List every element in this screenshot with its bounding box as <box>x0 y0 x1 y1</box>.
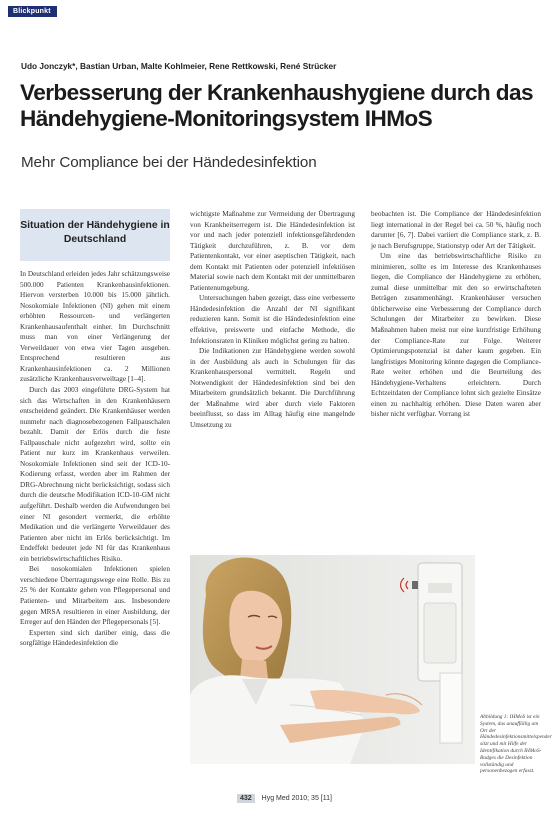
page-footer <box>237 795 332 802</box>
article-photo <box>190 555 475 764</box>
article-subtitle: Mehr Compliance bei der Händedesinfektion <box>21 154 317 171</box>
article-title: Verbesserung der Krankenhaushygiene durch das Händehygiene-Monitoringsystem IHMoS <box>20 80 533 131</box>
text-column-1 <box>20 269 170 649</box>
journal-reference: Hyg Med 2010; 35 [11] <box>261 795 332 802</box>
paragraph: Bei nosokomialen Infektionen spielen verschiedene Übertragungswege eine Rolle. Bis zu 25 % der Kontakte gehen von Pflegepersonal und Patienten- und Mitarbeitern aus. Insbesondere gegen MRSA resultieren in einer Ausbildung, der Erreger auf den Händen der Pflegepersonals [5]. <box>20 565 170 627</box>
page-number: 432 <box>237 794 255 803</box>
author-list: Udo Jonczyk*, Bastian Urban, Malte Kohlmeier, Rene Rettkowski, René Strücker <box>21 61 337 71</box>
text-column-2 <box>190 209 355 430</box>
paragraph: beobachten ist. Die Compliance der Händedesinfektion liegt international in der Regel bei ca. 50 %, häufig noch darunter [6, 7]. Dabei variiert die Compliance stark, z. B. je nach Berufsgruppe, Stationstyp oder Art der Tätigkeit. <box>371 210 541 250</box>
paragraph: In Deutschland erleiden jedes Jahr schätzungsweise 500.000 Patienten Krankenhausinfektionen. Hiervon versterben 10.000 bis 15.000 jährlich. Nosokomiale Infektionen (NI) gehen mit einem erhöhten Ressourcen- und verlängerten Krankenhausaufenthalt einher. Im Durchschnitt muss man von einer Verlängerung der Verweildauer von etwa vier Tagen ausgehen. Entsprechend resultieren aus Krankenhausinfektionen ca. 2 Millionen zusätzliche Krankenhausverweiltage [1–4]. <box>20 270 170 384</box>
section-label: Blickpunkt <box>8 6 57 17</box>
paragraph: Untersuchungen haben gezeigt, dass eine verbesserte Händedesinfektion die Anzahl der NI signifikant reduzieren kann. Somit ist die Händedesinfektion eine effektive, preiswerte und einfache Methode, die Infektionsraten in Kliniken möglichst gering zu halten. <box>190 294 355 345</box>
paragraph: Die Indikationen zur Händehygiene werden sowohl in der Ausbildung als auch in Schulungen für das Krankenhauspersonal vermittelt. Regeln und Notwendigkeit der Händedesinfektion sind bei den Mitarbeitern grundsätzlich bekannt. Die Durchführung der Maßnahme wird aber durch viele Faktoren beeinflusst, so dass im Alltag häufig eine mangelnde Umsetzung zu <box>190 347 355 429</box>
sidebar-heading-box <box>20 209 170 261</box>
paragraph: Um eine das betriebswirtschaftliche Risiko zu minimieren, sollte es im Interesse des Krankenhauses liegen, die Compliance der Händehygiene zu erhöhen, zumal diese unmittelbar mit den so erwirtschafteten Beträgen zusammenhängt. Krankenhäuser versuchen üblicherweise eine Verbesserung der Compliance durch Schulungen der Mitarbeiter zu bewirken. Diese Maßnahmen haben meist nur eine kurzfristige Erhöhung der Compliance-Rate zur Folge. Weiterer Optimierungspotenzial ist daher kaum gegeben. Ein langfristiges Monitoring könnte dagegen die Compliance-Rate weiter erhöhen und die Beurteilung des Händehygiene-Verhaltens erleichtern. Durch Echtzeitdaten der Compliance lohnt sich gezielte Einsätze einen zu nachhaltig erhöhen. Diese Daten waren aber bisher nicht verfügbar. Vorrang ist <box>371 252 541 419</box>
paragraph: Experten sind sich darüber einig, dass die sorgfältige Händedesinfektion die <box>20 628 170 648</box>
text-column-3 <box>371 209 541 420</box>
paragraph: Durch das 2003 eingeführte DRG-System hat sich das Wirtschaften in den Krankenhäusern entscheidend geändert. Die Krankenhäuser werden nunmehr nach diagnosebezogenen Fallpauschalen bezahlt. Damit der Erlös durch die feste Fallpauschale nicht aufgezehrt wird, sollte ein Patient nur kurz im Krankenhaus verweilen. Nosokomiale Infektionen sind seit der ICD-10-Kodierung erfasst, werden aber im Rahmen der DRG-Abrechnung nicht berücksichtigt, sodass sich durch die deutsche Modifikation ICD-10-GM nicht aufgeführt. Deshalb werden die Aufwendungen bei einer NI gesondert vermerkt, die erhöhte Medikation und die verlängerte Verweildauer des Patienten aber nicht im Erlös berücksichtigt. Im Endeffekt bedeutet jede NI für das Krankenhaus ein betriebswirtschaftliches Risiko. <box>20 386 170 563</box>
photo-caption: Abbildung 1: IHMoS ist ein System, das unauffällig am Ort der Händedesinfektionsmittelspender sitzt und mit Hilfe der Identifikation durch IHMoS-Badges die Desinfektion vollständig und personenbezogen erfasst. <box>480 714 552 775</box>
photo-illustration <box>190 555 475 764</box>
sidebar-heading: Situation der Händehygiene in Deutschland <box>20 220 170 245</box>
paragraph: wichtigste Maßnahme zur Vermeidung der Übertragung von Krankheitserregern ist. Die Händedesinfektion ist vor und nach jeder potenziell infektionsgefährdenden Tätigkeit durchzuführen, z. B. vor dem Patientenkontakt, vor einer aseptischen Tätigkeit, nach dem Kontakt mit Patienten oder potenziell infektiösen Material sowie nach dem Kontakt mit der unmittelbaren Patientenumgebung. <box>190 210 355 292</box>
